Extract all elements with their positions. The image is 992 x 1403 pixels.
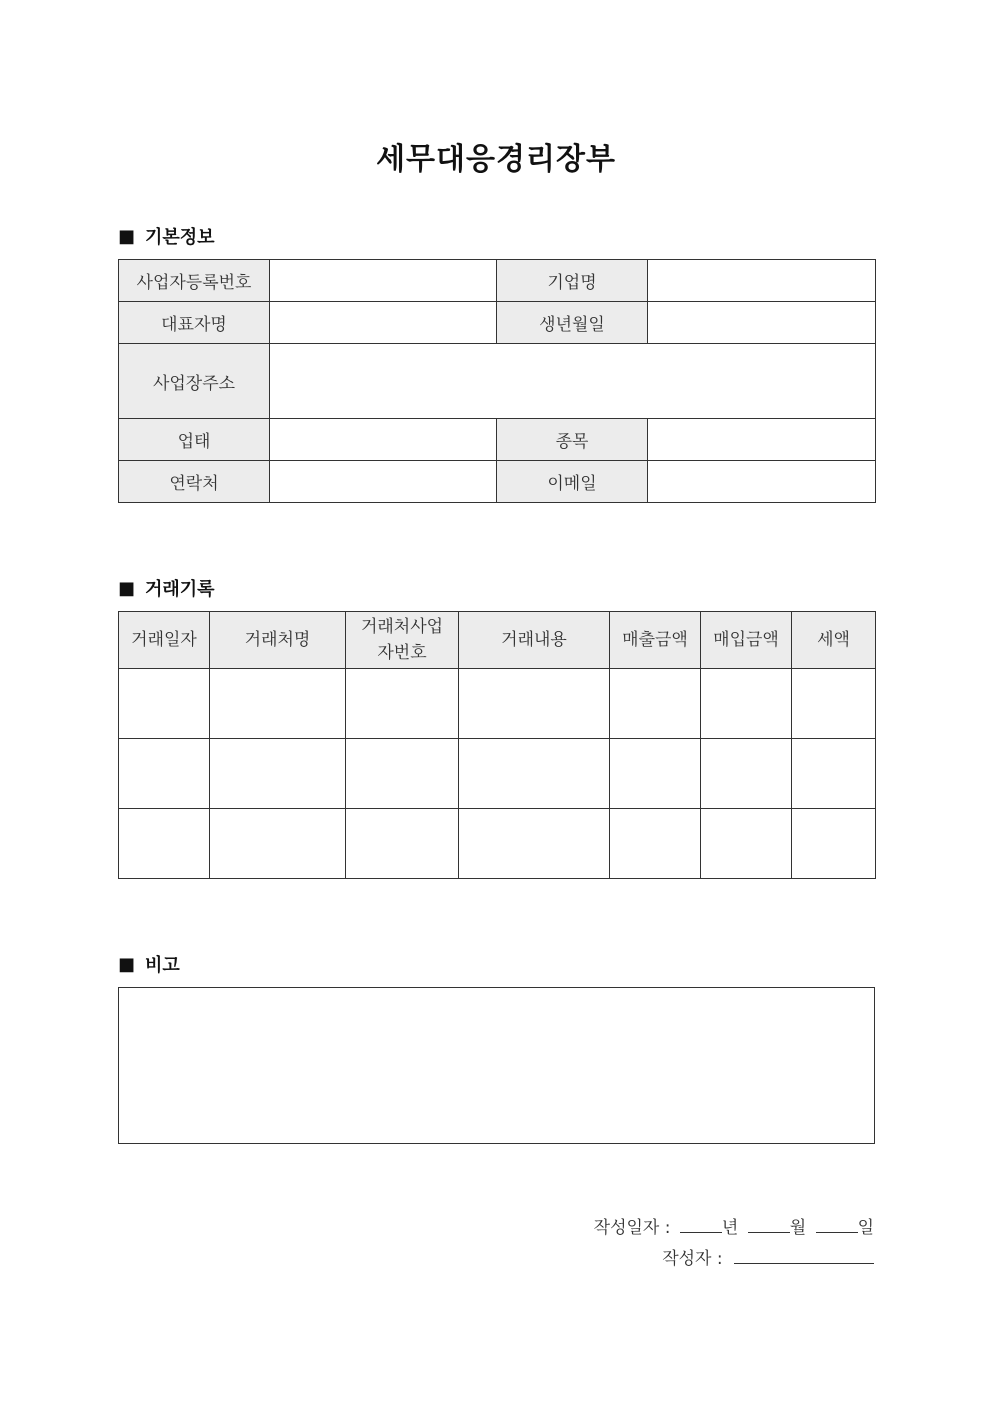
table-cell[interactable] [459, 739, 610, 809]
day-blank[interactable] [816, 1216, 858, 1233]
table-cell[interactable] [119, 669, 210, 739]
table-row [119, 739, 876, 809]
column-header-description: 거래내용 [459, 612, 610, 669]
table-cell[interactable] [346, 739, 459, 809]
column-header-purchase-amount: 매입금액 [701, 612, 792, 669]
table-cell[interactable] [346, 809, 459, 879]
label-address: 사업장주소 [119, 344, 270, 419]
section-title: 기본정보 [145, 227, 215, 248]
representative-field[interactable] [270, 302, 497, 344]
table-cell[interactable] [792, 739, 876, 809]
label-biz-reg-no: 사업자등록번호 [119, 260, 270, 302]
table-row [119, 419, 876, 461]
author-blank[interactable] [734, 1247, 874, 1264]
section-heading-transactions [118, 575, 215, 601]
column-header-sales-amount: 매출금액 [610, 612, 701, 669]
year-unit: 년 [721, 1218, 739, 1238]
table-cell[interactable] [701, 809, 792, 879]
label-company-name: 기업명 [497, 260, 648, 302]
label-contact: 연락처 [119, 461, 270, 503]
label-email: 이메일 [497, 461, 648, 503]
table-row [119, 302, 876, 344]
contact-field[interactable] [270, 461, 497, 503]
column-header-tax: 세액 [792, 612, 876, 669]
table-cell[interactable] [610, 809, 701, 879]
birth-date-field[interactable] [648, 302, 876, 344]
month-unit: 월 [789, 1218, 807, 1238]
date-label: 작성일자 : [593, 1218, 671, 1238]
table-row [119, 669, 876, 739]
table-cell[interactable] [210, 669, 346, 739]
table-cell[interactable] [701, 739, 792, 809]
square-bullet-icon: ■ [118, 577, 136, 599]
author-label: 작성자 : [662, 1249, 723, 1269]
table-cell[interactable] [459, 669, 610, 739]
table-row [119, 260, 876, 302]
label-representative: 대표자명 [119, 302, 270, 344]
column-header-partner-name: 거래처명 [210, 612, 346, 669]
business-type-field[interactable] [270, 419, 497, 461]
remarks-field[interactable] [118, 987, 875, 1144]
company-name-field[interactable] [648, 260, 876, 302]
table-cell[interactable] [210, 809, 346, 879]
table-cell[interactable] [210, 739, 346, 809]
author-line [662, 1244, 874, 1269]
table-cell[interactable] [792, 809, 876, 879]
table-row [119, 809, 876, 879]
day-unit: 일 [857, 1218, 874, 1238]
column-header-date: 거래일자 [119, 612, 210, 669]
table-cell[interactable] [119, 739, 210, 809]
table-cell[interactable] [792, 669, 876, 739]
document-title: 세무대응경리장부 [376, 142, 616, 177]
label-business-item: 종목 [497, 419, 648, 461]
date-line [594, 1213, 874, 1238]
section-title: 비고 [145, 955, 180, 976]
table-cell[interactable] [119, 809, 210, 879]
address-field[interactable] [270, 344, 876, 419]
email-field[interactable] [648, 461, 876, 503]
label-business-type: 업태 [119, 419, 270, 461]
section-title: 거래기록 [145, 579, 215, 600]
month-blank[interactable] [748, 1216, 790, 1233]
table-header-row [119, 612, 876, 669]
square-bullet-icon: ■ [118, 225, 136, 247]
table-cell[interactable] [610, 739, 701, 809]
column-header-partner-biz-no: 거래처사업 자번호 [346, 612, 459, 669]
section-heading-basic-info [118, 223, 215, 249]
table-row [119, 344, 876, 419]
square-bullet-icon: ■ [118, 953, 136, 975]
table-row [119, 461, 876, 503]
label-birth-date: 생년월일 [497, 302, 648, 344]
basic-info-table [118, 259, 876, 503]
biz-reg-no-field[interactable] [270, 260, 497, 302]
table-cell[interactable] [701, 669, 792, 739]
table-cell[interactable] [610, 669, 701, 739]
transactions-table [118, 611, 876, 879]
table-cell[interactable] [346, 669, 459, 739]
year-blank[interactable] [680, 1216, 722, 1233]
business-item-field[interactable] [648, 419, 876, 461]
section-heading-remarks [118, 951, 180, 977]
table-cell[interactable] [459, 809, 610, 879]
